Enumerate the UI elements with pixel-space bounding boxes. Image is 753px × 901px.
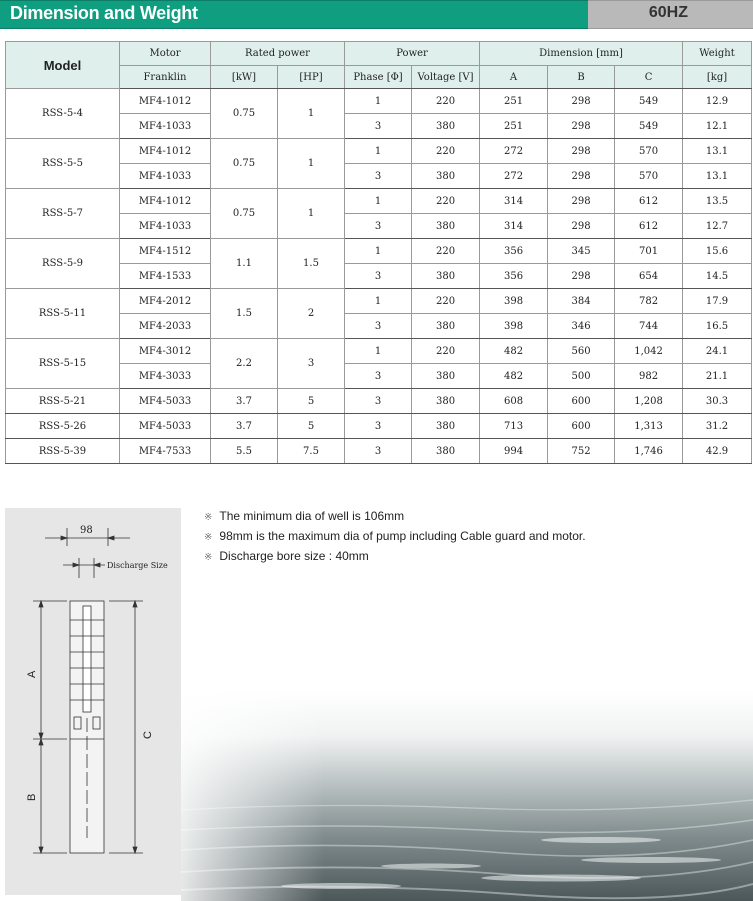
model-cell: RSS-5-15 (6, 339, 120, 389)
kw-cell: 0.75 (211, 139, 278, 189)
phase-cell: 1 (345, 189, 412, 214)
weight-cell: 14.5 (683, 264, 752, 289)
dim-b-cell: 298 (548, 89, 615, 114)
dia-label: 98 (80, 525, 93, 536)
phase-cell: 1 (345, 89, 412, 114)
dim-b-label: B (26, 793, 38, 801)
model-cell: RSS-5-21 (6, 389, 120, 414)
motor-cell: MF4-1512 (120, 239, 211, 264)
dim-a-label: A (26, 670, 38, 678)
model-cell: RSS-5-26 (6, 414, 120, 439)
voltage-cell: 220 (412, 289, 480, 314)
weight-cell: 31.2 (683, 414, 752, 439)
table-row (6, 389, 752, 414)
section-header (0, 0, 753, 31)
table-row (6, 239, 752, 264)
voltage-cell: 220 (412, 189, 480, 214)
dim-c-cell: 654 (615, 264, 683, 289)
dim-b-cell: 298 (548, 114, 615, 139)
dim-c-label: C (142, 731, 154, 739)
kw-cell: 2.2 (211, 339, 278, 389)
dim-c-cell: 1,042 (615, 339, 683, 364)
model-cell: RSS-5-39 (6, 439, 120, 464)
table-row (6, 139, 752, 164)
header-phase: Phase [Φ] (345, 66, 412, 89)
dim-b-cell: 600 (548, 414, 615, 439)
weight-cell: 30.3 (683, 389, 752, 414)
weight-cell: 21.1 (683, 364, 752, 389)
dim-b-cell: 600 (548, 389, 615, 414)
pump-dimension-drawing (5, 508, 181, 895)
dim-c-cell: 570 (615, 164, 683, 189)
pump-outline-diagram (5, 508, 181, 895)
table-row (6, 439, 752, 464)
phase-cell: 3 (345, 264, 412, 289)
weight-cell: 16.5 (683, 314, 752, 339)
hp-cell: 1 (278, 139, 345, 189)
dim-c-cell: 1,746 (615, 439, 683, 464)
dim-a-cell: 994 (480, 439, 548, 464)
dim-b-cell: 560 (548, 339, 615, 364)
dim-c-cell: 782 (615, 289, 683, 314)
hp-cell: 1 (278, 189, 345, 239)
header-voltage: Voltage [V] (412, 66, 480, 89)
note-item (204, 528, 586, 548)
header-power: Power (345, 42, 480, 66)
weight-cell: 12.9 (683, 89, 752, 114)
phase-cell: 3 (345, 389, 412, 414)
motor-cell: MF4-1033 (120, 114, 211, 139)
note-text: 98mm is the maximum dia of pump including Cable guard and motor. (219, 529, 586, 543)
weight-cell: 42.9 (683, 439, 752, 464)
motor-cell: MF4-3012 (120, 339, 211, 364)
voltage-cell: 380 (412, 364, 480, 389)
header-dimension: Dimension [mm] (480, 42, 683, 66)
dim-c-cell: 549 (615, 114, 683, 139)
header-motor-brand: Franklin (120, 66, 211, 89)
weight-cell: 15.6 (683, 239, 752, 264)
motor-cell: MF4-1533 (120, 264, 211, 289)
voltage-cell: 380 (412, 214, 480, 239)
dim-c-cell: 549 (615, 89, 683, 114)
voltage-cell: 380 (412, 414, 480, 439)
voltage-cell: 380 (412, 439, 480, 464)
frequency-bar (588, 0, 753, 29)
model-cell: RSS-5-5 (6, 139, 120, 189)
weight-cell: 24.1 (683, 339, 752, 364)
dim-a-cell: 272 (480, 164, 548, 189)
weight-cell: 12.1 (683, 114, 752, 139)
table-row (6, 289, 752, 314)
dim-c-cell: 701 (615, 239, 683, 264)
dim-b-cell: 298 (548, 164, 615, 189)
note-item (204, 508, 586, 528)
frequency-label: 60HZ (648, 4, 688, 21)
phase-cell: 3 (345, 164, 412, 189)
dim-a-cell: 272 (480, 139, 548, 164)
dim-a-cell: 398 (480, 314, 548, 339)
note-text: The minimum dia of well is 106mm (219, 509, 405, 523)
dim-a-cell: 482 (480, 339, 548, 364)
model-cell: RSS-5-9 (6, 239, 120, 289)
motor-cell: MF4-1012 (120, 139, 211, 164)
header-hp: [HP] (278, 66, 345, 89)
phase-cell: 1 (345, 139, 412, 164)
hp-cell: 5 (278, 389, 345, 414)
phase-cell: 3 (345, 364, 412, 389)
motor-cell: MF4-5033 (120, 414, 211, 439)
hp-cell: 2 (278, 289, 345, 339)
dim-c-cell: 744 (615, 314, 683, 339)
dim-a-cell: 356 (480, 239, 548, 264)
model-cell: RSS-5-7 (6, 189, 120, 239)
dim-c-cell: 982 (615, 364, 683, 389)
dim-b-cell: 298 (548, 264, 615, 289)
dim-a-cell: 314 (480, 214, 548, 239)
table-row (6, 414, 752, 439)
phase-cell: 3 (345, 214, 412, 239)
voltage-cell: 220 (412, 139, 480, 164)
dim-a-cell: 251 (480, 114, 548, 139)
voltage-cell: 380 (412, 389, 480, 414)
voltage-cell: 380 (412, 264, 480, 289)
title-bar (0, 0, 588, 29)
dim-b-cell: 298 (548, 214, 615, 239)
hp-cell: 1.5 (278, 239, 345, 289)
dim-b-cell: 345 (548, 239, 615, 264)
phase-cell: 1 (345, 289, 412, 314)
dim-a-cell: 398 (480, 289, 548, 314)
motor-cell: MF4-1033 (120, 214, 211, 239)
dim-b-cell: 752 (548, 439, 615, 464)
header-weight: Weight (683, 42, 752, 66)
motor-cell: MF4-5033 (120, 389, 211, 414)
dim-a-cell: 314 (480, 189, 548, 214)
weight-cell: 12.7 (683, 214, 752, 239)
dim-a-cell: 356 (480, 264, 548, 289)
dim-b-cell: 346 (548, 314, 615, 339)
phase-cell: 3 (345, 439, 412, 464)
motor-cell: MF4-3033 (120, 364, 211, 389)
table-row (6, 189, 752, 214)
dim-a-cell: 482 (480, 364, 548, 389)
motor-cell: MF4-2033 (120, 314, 211, 339)
voltage-cell: 380 (412, 314, 480, 339)
hp-cell: 7.5 (278, 439, 345, 464)
dim-a-cell: 608 (480, 389, 548, 414)
header-dim-c: C (615, 66, 683, 89)
dim-b-cell: 298 (548, 139, 615, 164)
notes-list (204, 508, 586, 568)
note-mark: ※ (204, 552, 213, 563)
header-dim-a: A (480, 66, 548, 89)
weight-cell: 13.1 (683, 139, 752, 164)
table-row (6, 89, 752, 114)
kw-cell: 0.75 (211, 189, 278, 239)
kw-cell: 5.5 (211, 439, 278, 464)
phase-cell: 3 (345, 414, 412, 439)
kw-cell: 0.75 (211, 89, 278, 139)
phase-cell: 3 (345, 314, 412, 339)
note-mark: ※ (204, 532, 213, 543)
note-mark: ※ (204, 512, 213, 523)
section-title: Dimension and Weight (10, 3, 198, 23)
header-dim-b: B (548, 66, 615, 89)
voltage-cell: 220 (412, 89, 480, 114)
hp-cell: 1 (278, 89, 345, 139)
header-motor: Motor (120, 42, 211, 66)
weight-cell: 13.1 (683, 164, 752, 189)
weight-cell: 13.5 (683, 189, 752, 214)
kw-cell: 1.5 (211, 289, 278, 339)
dimension-weight-table (5, 41, 752, 464)
dim-b-cell: 298 (548, 189, 615, 214)
note-item (204, 548, 586, 568)
dim-b-cell: 500 (548, 364, 615, 389)
motor-cell: MF4-1012 (120, 189, 211, 214)
motor-cell: MF4-1012 (120, 89, 211, 114)
motor-cell: MF4-1033 (120, 164, 211, 189)
motor-cell: MF4-2012 (120, 289, 211, 314)
kw-cell: 3.7 (211, 414, 278, 439)
model-cell: RSS-5-4 (6, 89, 120, 139)
dim-a-cell: 713 (480, 414, 548, 439)
phase-cell: 1 (345, 239, 412, 264)
model-cell: RSS-5-11 (6, 289, 120, 339)
voltage-cell: 220 (412, 339, 480, 364)
dim-c-cell: 570 (615, 139, 683, 164)
header-kw: [kW] (211, 66, 278, 89)
sea-background-image (181, 690, 753, 901)
dim-c-cell: 612 (615, 214, 683, 239)
header-model: Model (6, 42, 120, 89)
voltage-cell: 380 (412, 164, 480, 189)
header-kg: [kg] (683, 66, 752, 89)
weight-cell: 17.9 (683, 289, 752, 314)
dim-b-cell: 384 (548, 289, 615, 314)
dim-c-cell: 612 (615, 189, 683, 214)
kw-cell: 1.1 (211, 239, 278, 289)
dim-c-cell: 1,313 (615, 414, 683, 439)
dim-a-cell: 251 (480, 89, 548, 114)
hp-cell: 5 (278, 414, 345, 439)
table-row (6, 339, 752, 364)
discharge-size-label: Discharge Size (107, 561, 168, 570)
voltage-cell: 380 (412, 114, 480, 139)
phase-cell: 3 (345, 114, 412, 139)
header-rated-power: Rated power (211, 42, 345, 66)
motor-cell: MF4-7533 (120, 439, 211, 464)
kw-cell: 3.7 (211, 389, 278, 414)
phase-cell: 1 (345, 339, 412, 364)
hp-cell: 3 (278, 339, 345, 389)
dim-c-cell: 1,208 (615, 389, 683, 414)
voltage-cell: 220 (412, 239, 480, 264)
note-text: Discharge bore size : 40mm (219, 549, 369, 563)
